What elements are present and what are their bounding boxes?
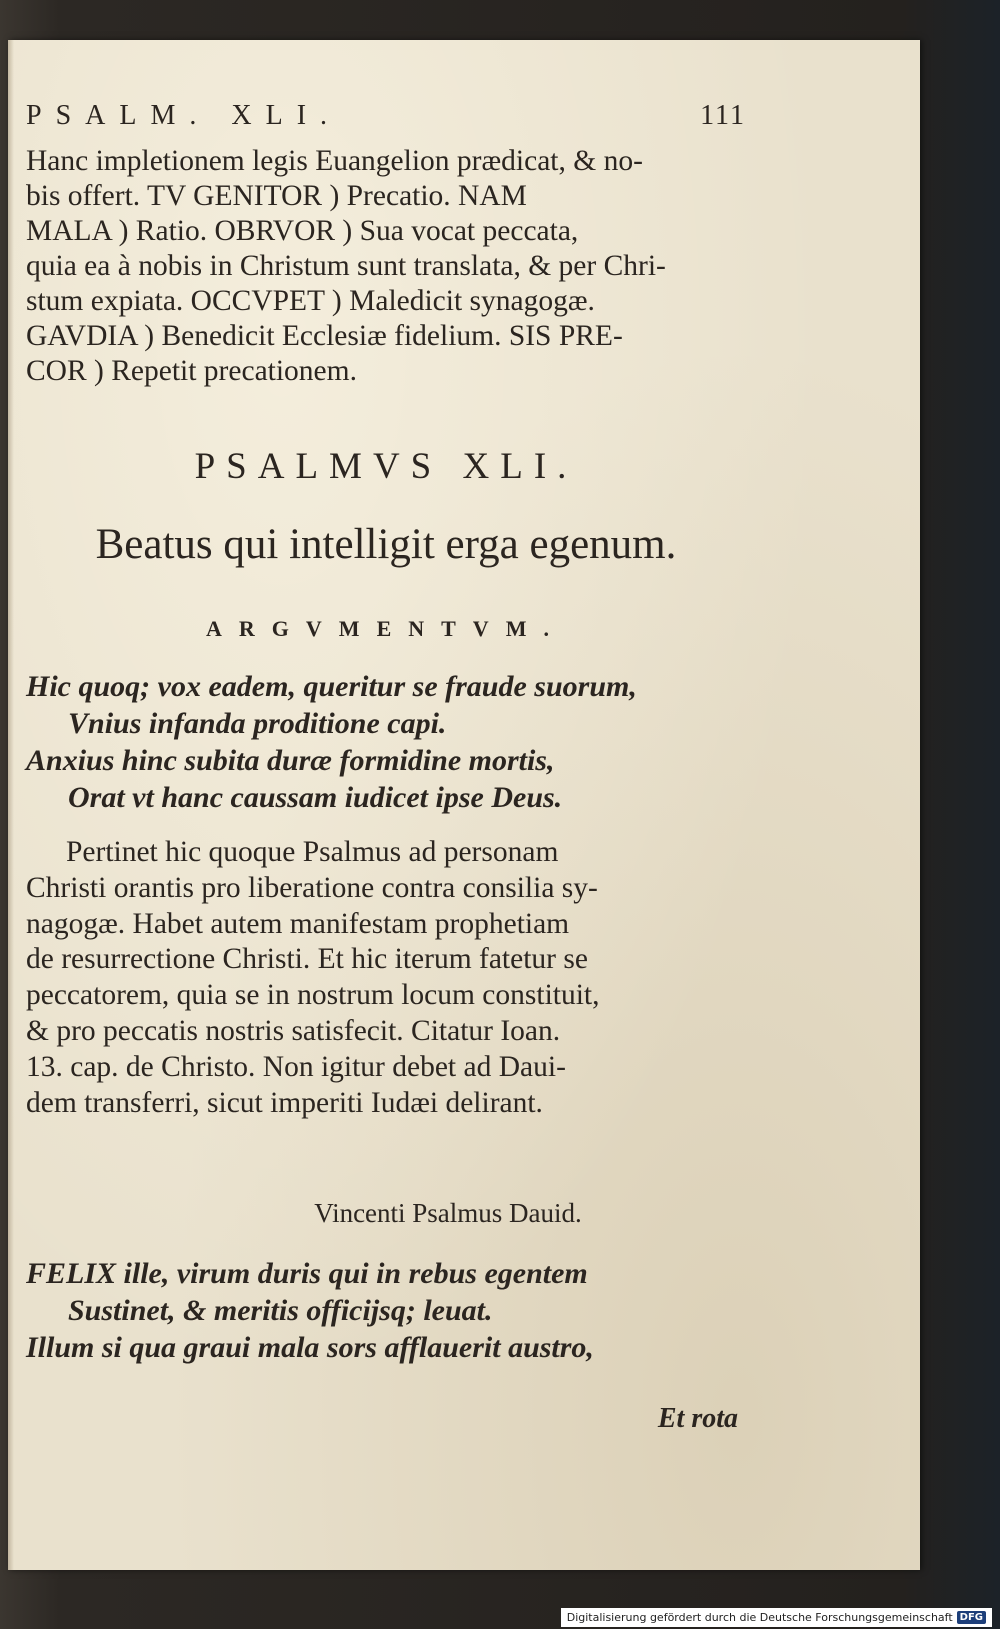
commentary-paragraph <box>26 144 746 389</box>
verse-line: Hic quoq; vox eadem, queritur se fraude suorum, <box>26 670 637 703</box>
psalm-verses <box>26 1255 746 1366</box>
text-line: quia ea à nobis in Christum sunt translata, & per Chri- <box>26 250 666 282</box>
verse-line: Orat vt hanc caussam iudicet ipse Deus. <box>68 781 563 814</box>
text-line: 13. cap. de Christo. Non igitur debet ad Daui- <box>26 1050 566 1083</box>
text-line: peccatorem, quia se in nostrum locum constituit, <box>26 979 600 1012</box>
text-line: & pro peccatis nostris satisfecit. Citatur Ioan. <box>26 1014 561 1047</box>
text-line: Pertinet hic quoque Psalmus ad personam <box>66 836 559 868</box>
text-line: MALA ) Ratio. OBRVOR ) Sua vocat peccata, <box>26 215 579 247</box>
text-line: Christi orantis pro liberatione contra consilia sy- <box>26 871 598 904</box>
text-line: bis offert. TV GENITOR ) Precatio. NAM <box>26 180 527 212</box>
credit-text: Digitalisierung gefördert durch die Deutsche Forschungsgemeinschaft <box>566 1611 953 1624</box>
page-number: 111 <box>700 100 746 131</box>
argument-heading: ARGVMENTVM. <box>206 616 566 641</box>
page-gutter-shadow <box>8 40 14 1570</box>
text-line: de resurrectione Christi. Et hic iterum fatetur se <box>26 943 588 976</box>
catchword: Et rota <box>657 1403 738 1434</box>
psalm-caption: Vincenti Psalmus Dauid. <box>314 1198 582 1228</box>
running-header <box>26 100 746 132</box>
text-line: nagogæ. Habet autem manifestam prophetiam <box>26 907 570 940</box>
argument-verses <box>26 668 746 816</box>
text-line: GAVDIA ) Benedicit Ecclesiæ fidelium. SIS PRE- <box>26 320 623 352</box>
verse-line: Anxius hinc subita duræ formidine mortis, <box>26 744 555 777</box>
verse-line: Illum si qua graui mala sors afflauerit austro, <box>26 1331 594 1364</box>
psalm-title: PSALMVS XLI. <box>194 446 578 487</box>
text-line: COR ) Repetit precationem. <box>26 355 357 387</box>
running-title: PSALM. XLI. <box>26 100 342 131</box>
dfg-logo-badge: DFG <box>957 1611 986 1624</box>
text-line: stum expiata. OCCVPET ) Maledicit synagogæ. <box>26 285 595 317</box>
book-page <box>8 40 920 1570</box>
digitization-credit <box>561 1608 992 1627</box>
verse-line: FELIX ille, virum duris qui in rebus egentem <box>26 1257 588 1290</box>
introduction-paragraph <box>26 835 746 1121</box>
verse-line: Vnius infanda proditione capi. <box>68 707 447 740</box>
verse-line: Sustinet, & meritis officijsq; leuat. <box>68 1294 493 1327</box>
psalm-incipit: Beatus qui intelligit erga egenum. <box>95 521 677 568</box>
text-line: Hanc impletionem legis Euangelion prædicat, & no- <box>26 145 643 177</box>
text-line: dem transferri, sicut imperiti Iudæi delirant. <box>26 1086 543 1119</box>
